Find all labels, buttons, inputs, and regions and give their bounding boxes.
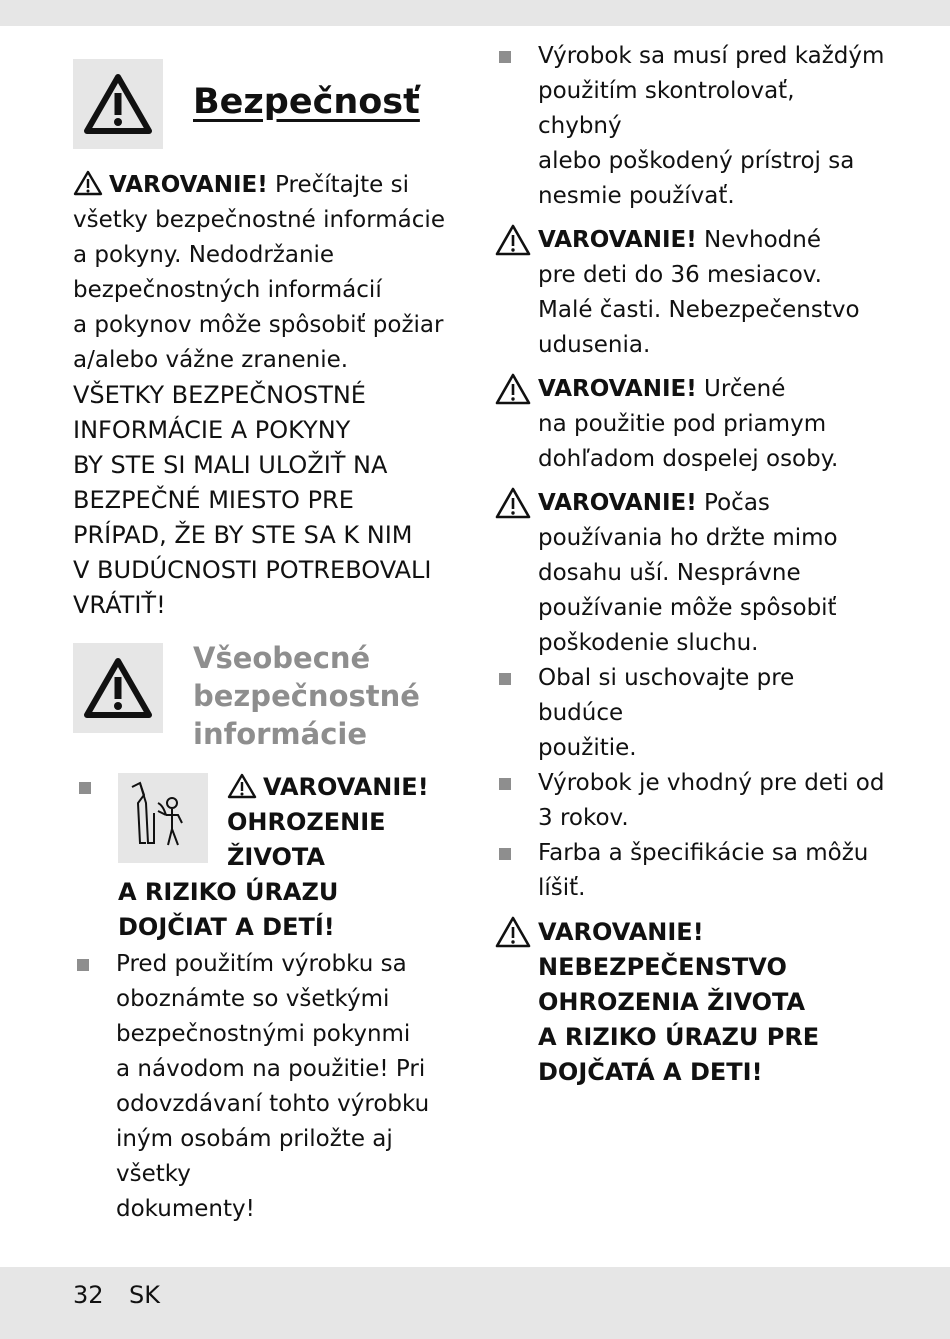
page-footer — [0, 1267, 950, 1339]
warning-label: VAROVANIE! — [109, 172, 268, 198]
bullet-marker — [79, 782, 91, 794]
warning-icon — [495, 224, 531, 256]
warning-icon — [495, 487, 531, 519]
left-bullet-item: Pred použitím výrobku sa oboznámte so všetkými bezpečnostnými pokynmi a návodom na použitie! Pri odovzdávaní tohto výrobku iným osobám priložte aj všetky dokumenty! — [73, 947, 468, 1227]
child-warning: VAROVANIE! OHROZENIE ŽIVOTA — [227, 773, 429, 871]
bullet-item: Výrobok sa musí pred každým použitím skontrolovať, chybný alebo poškodený prístroj sa nesmie používať. — [495, 39, 885, 214]
warning-icon — [227, 773, 257, 799]
section-warning-box — [73, 59, 163, 149]
caps-notice: VŠETKY BEZPEČNOSTNÉ INFORMÁCIE A POKYNY BY STE SI MALI ULOŽIŤ NA BEZPEČNÉ MIESTO PRE PRÍPAD, ŽE BY STE SA K NIM V BUDÚCNOSTI POTREBOVALI VRÁTIŤ! — [73, 381, 432, 619]
bullet-marker — [499, 673, 511, 685]
bullet-item: Výrobok je vhodný pre deti od 3 rokov. — [495, 766, 885, 836]
child-warning-continued: A RIZIKO ÚRAZU DOJČIAT A DETÍ! — [118, 878, 339, 941]
bullet-item: Obal si uschovajte pre budúce použitie. — [495, 661, 885, 766]
top-band — [0, 0, 950, 26]
subsection-title: Všeobecné bezpečnostné informácie — [193, 641, 420, 751]
warning-icon — [73, 170, 103, 196]
bullet-marker — [499, 848, 511, 860]
bullet-item: Farba a špecifikácie sa môžu líšiť. — [495, 836, 885, 906]
warning-item: VAROVANIE! Nevhodné pre deti do 36 mesiacov. Malé časti. Nebezpečenstvo udusenia. — [495, 223, 885, 363]
warning-item: VAROVANIE! Počas používania ho držte mimo dosahu uší. Nesprávne používanie môže spôsobiť poškodenie sluchu. — [495, 486, 885, 661]
page-title: Bezpečnosť — [193, 82, 420, 122]
warning-icon — [495, 916, 531, 948]
warning-triangle-icon — [83, 73, 153, 135]
page-number: 32 — [73, 1281, 104, 1309]
bullet-marker — [499, 51, 511, 63]
intro-warning: VAROVANIE! Prečítajte si všetky bezpečnostné informácie a pokyny. Nedodržanie bezpečnostných informácií a pokynov môže spôsobiť požiar a/alebo vážne zranenie. VŠETKY BEZPEČNOSTNÉ INFORMÁCIE A POKYNY BY STE SI MALI ULOŽIŤ NA BEZPEČNÉ MIESTO PRE PRÍPAD, ŽE BY STE SA K NIM V BUDÚCNOSTI POTREBOVALI VRÁTIŤ! — [73, 168, 468, 623]
child-supervision-icon — [118, 773, 208, 863]
subsection-warning-box — [73, 643, 163, 733]
final-warning: VAROVANIE! NEBEZPEČENSTVO OHROZENIA ŽIVOTA A RIZIKO ÚRAZU PRE DOJČATÁ A DETI! — [495, 915, 885, 1090]
warning-triangle-icon — [83, 657, 153, 719]
warning-icon — [495, 373, 531, 405]
bullet-marker — [499, 778, 511, 790]
child-pictogram-box — [118, 773, 208, 863]
right-column — [495, 39, 885, 1090]
language-code: SK — [129, 1281, 160, 1309]
warning-item: VAROVANIE! Určené na použitie pod priamym dohľadom dospelej osoby. — [495, 372, 885, 477]
bullet-marker — [77, 959, 89, 971]
